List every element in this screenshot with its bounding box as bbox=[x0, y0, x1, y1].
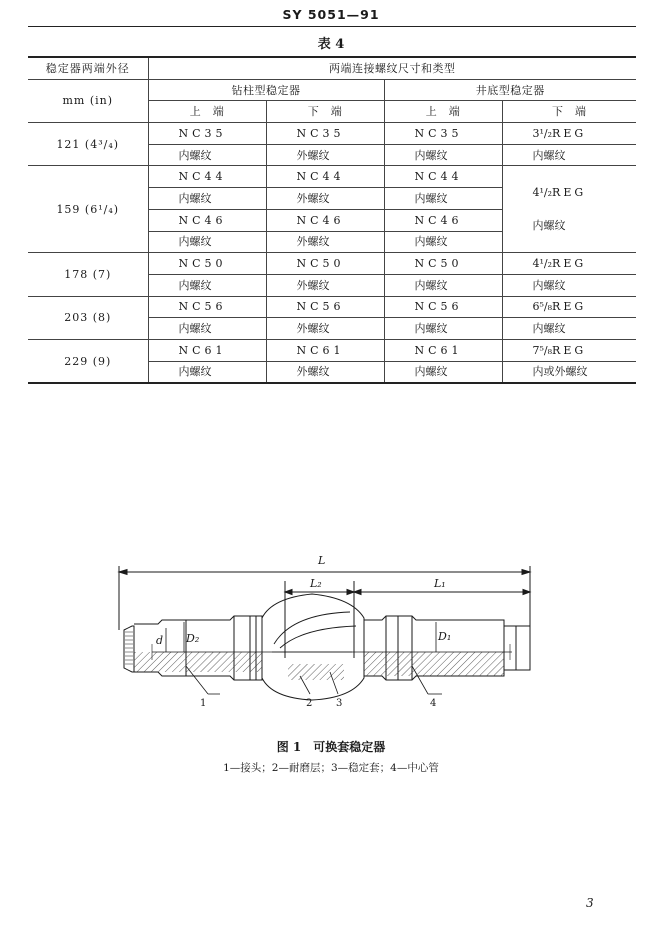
page-number: 3 bbox=[586, 896, 594, 910]
thread-fraction: 6⁵/₈ bbox=[532, 300, 553, 314]
label-L2: L₂ bbox=[310, 577, 322, 590]
label-D1: D₁ bbox=[438, 630, 452, 643]
header-dc-lower: 下 端 bbox=[266, 101, 384, 123]
table-row bbox=[28, 253, 636, 275]
thread-size bbox=[502, 253, 636, 275]
thread-type: 内螺纹 bbox=[148, 144, 266, 166]
thread-type: 内螺纹 bbox=[148, 318, 266, 340]
diameter-cell: 203 (8) bbox=[28, 296, 148, 339]
label-D2: D₂ bbox=[186, 632, 200, 645]
col-header-unit: mm (in) bbox=[28, 79, 148, 122]
thread-type: 外螺纹 bbox=[266, 231, 384, 253]
thread-code: REG bbox=[552, 126, 587, 140]
thread-type: 内螺纹 bbox=[148, 188, 266, 210]
thread-type: 外螺纹 bbox=[266, 188, 384, 210]
thread-size: NC56 bbox=[266, 296, 384, 318]
thread-type: 内螺纹 bbox=[148, 274, 266, 296]
arrowhead bbox=[523, 590, 530, 595]
table-row bbox=[28, 166, 636, 188]
part-number: 4 bbox=[430, 698, 437, 709]
figure-caption: 图 1 可换套稳定器 bbox=[276, 740, 386, 754]
thread-type: 内螺纹 bbox=[532, 219, 566, 233]
diameter-cell: 121 (4³/₄) bbox=[28, 123, 148, 166]
thread-code: REG bbox=[552, 300, 587, 314]
thread-type: 内螺纹 bbox=[502, 318, 636, 340]
arrowhead bbox=[522, 570, 530, 575]
thread-size: NC46 bbox=[266, 209, 384, 231]
thread-size: NC61 bbox=[384, 339, 502, 361]
thread-fraction: 4¹/₂ bbox=[532, 186, 553, 200]
part-number: 1 bbox=[200, 698, 207, 709]
thread-size: NC35 bbox=[266, 123, 384, 145]
table-row bbox=[28, 296, 636, 318]
thread-type: 外螺纹 bbox=[266, 361, 384, 383]
spiral-blade bbox=[274, 612, 356, 648]
part-number: 3 bbox=[336, 698, 343, 709]
thread-type: 内螺纹 bbox=[384, 318, 502, 340]
thread-size: NC46 bbox=[384, 209, 502, 231]
diameter-cell: 229 (9) bbox=[28, 339, 148, 383]
thread-type: 内螺纹 bbox=[384, 361, 502, 383]
thread-size: NC50 bbox=[384, 253, 502, 275]
group-header-downhole: 井底型稳定器 bbox=[384, 79, 636, 101]
thread-lines bbox=[125, 632, 133, 664]
thread-size bbox=[502, 296, 636, 318]
thread-fraction: 7⁵/₈ bbox=[532, 343, 553, 357]
table-caption: 表 4 bbox=[317, 37, 345, 52]
arrowhead bbox=[354, 590, 361, 595]
stabilizer-drawing bbox=[112, 548, 542, 718]
thread-size bbox=[502, 339, 636, 361]
thread-size: NC44 bbox=[266, 166, 384, 188]
thread-type: 内螺纹 bbox=[502, 144, 636, 166]
label-L1: L₁ bbox=[434, 577, 446, 590]
header-dh-upper: 上 端 bbox=[384, 101, 502, 123]
thread-code: REG bbox=[552, 343, 587, 357]
thread-type: 外螺纹 bbox=[266, 318, 384, 340]
thread-spec-table bbox=[28, 56, 636, 384]
thread-size: NC50 bbox=[266, 253, 384, 275]
header-dh-lower: 下 端 bbox=[502, 101, 636, 123]
thread-type: 内螺纹 bbox=[148, 361, 266, 383]
standard-number: SY 5051—91 bbox=[282, 7, 380, 22]
diameter-cell: 178 (7) bbox=[28, 253, 148, 296]
thread-merged-cell bbox=[502, 166, 636, 253]
thread-size: NC50 bbox=[148, 253, 266, 275]
thread-code: REG bbox=[552, 257, 587, 271]
table-row bbox=[28, 339, 636, 361]
thread-type: 内螺纹 bbox=[384, 144, 502, 166]
thread-size: NC44 bbox=[384, 166, 502, 188]
thread-type: 内螺纹 bbox=[384, 188, 502, 210]
thread-size: NC35 bbox=[148, 123, 266, 145]
label-L: L bbox=[318, 554, 326, 567]
thread-type: 内螺纹 bbox=[384, 274, 502, 296]
thread-size: NC44 bbox=[148, 166, 266, 188]
box-end bbox=[504, 626, 530, 670]
col-header-thread-group: 两端连接螺纹尺寸和类型 bbox=[148, 57, 636, 79]
header-rule bbox=[28, 26, 636, 27]
thread-type: 外螺纹 bbox=[266, 274, 384, 296]
thread-fraction: 3¹/₂ bbox=[532, 126, 553, 140]
thread-type: 内或外螺纹 bbox=[502, 361, 636, 383]
label-d: d bbox=[156, 634, 164, 647]
thread-size: NC61 bbox=[266, 339, 384, 361]
thread-type: 内螺纹 bbox=[148, 231, 266, 253]
section-hatch-sleeve bbox=[288, 664, 344, 680]
thread-size: NC61 bbox=[148, 339, 266, 361]
header-dc-upper: 上 端 bbox=[148, 101, 266, 123]
thread-size: NC56 bbox=[384, 296, 502, 318]
section-hatch-joint bbox=[134, 652, 262, 672]
group-header-drill-collar: 钻柱型稳定器 bbox=[148, 79, 384, 101]
arrowhead bbox=[119, 570, 127, 575]
table-row bbox=[28, 123, 636, 145]
arrowhead bbox=[285, 590, 292, 595]
thread-fraction: 4¹/₂ bbox=[532, 257, 553, 271]
thread-type: 外螺纹 bbox=[266, 144, 384, 166]
thread-type: 内螺纹 bbox=[502, 274, 636, 296]
part-number: 2 bbox=[306, 698, 313, 709]
thread-size: NC56 bbox=[148, 296, 266, 318]
thread-size bbox=[502, 123, 636, 145]
section-hatch-mandrel bbox=[364, 652, 504, 676]
thread-type: 内螺纹 bbox=[384, 231, 502, 253]
threaded-pin bbox=[124, 626, 134, 672]
diameter-cell: 159 (6¹/₄) bbox=[28, 166, 148, 253]
thread-size: NC35 bbox=[384, 123, 502, 145]
col-header-diameter: 稳定器两端外径 bbox=[28, 57, 148, 79]
thread-size: NC46 bbox=[148, 209, 266, 231]
figure-legend: 1—接头；2—耐磨层；3—稳定套；4—中心管 bbox=[223, 762, 439, 774]
thread-code: REG bbox=[552, 186, 587, 200]
stabilizer-sleeve bbox=[262, 594, 364, 700]
